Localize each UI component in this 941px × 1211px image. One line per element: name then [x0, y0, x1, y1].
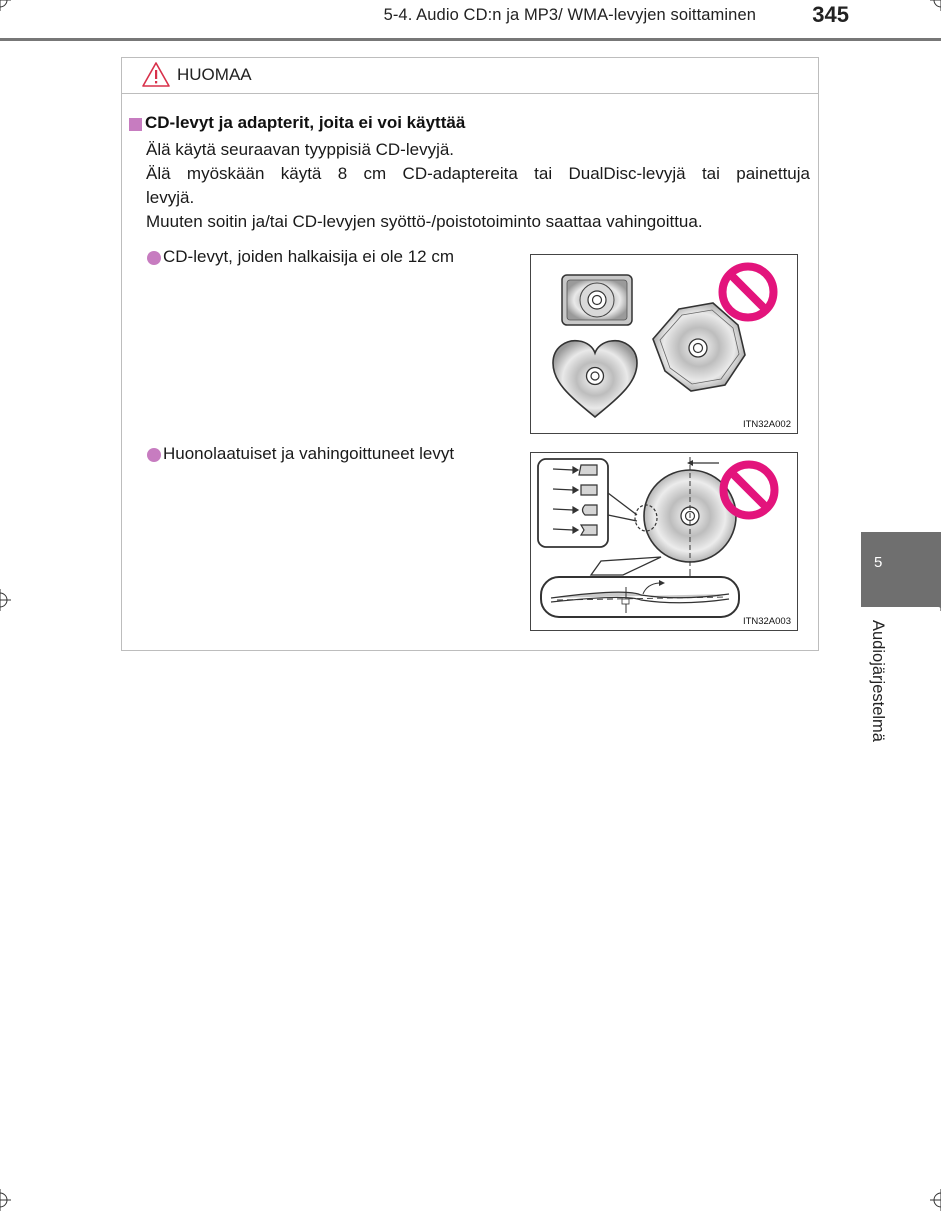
chapter-tab [861, 532, 941, 607]
prohibited-icon [724, 465, 775, 516]
edge-defect-icon [538, 459, 637, 547]
registration-mark-icon [930, 1189, 941, 1211]
section-header-title: 5-4. Audio CD:n ja MP3/ WMA-levyjen soittaminen [383, 6, 756, 24]
chapter-label: Audiojärjestelmä [869, 620, 887, 742]
registration-mark-icon [930, 0, 941, 11]
warped-disc-icon [541, 557, 739, 617]
bullet-dot-icon [147, 448, 161, 462]
notice-header [122, 58, 818, 94]
header-rule [0, 38, 941, 41]
warning-triangle-icon [141, 61, 171, 88]
figure-code: ITN32A003 [742, 616, 791, 627]
body-paragraph: Älä käytä seuraavan tyyppisiä CD-levyjä. [146, 140, 455, 159]
registration-mark-icon [0, 1189, 11, 1211]
registration-mark-icon [0, 589, 11, 611]
heart-cd-icon [553, 341, 637, 417]
page-number: 345 [812, 2, 849, 27]
body-paragraph: levyjä. [146, 188, 195, 207]
figure-code: ITN32A002 [742, 419, 791, 430]
notice-title: HUOMAA [177, 65, 252, 84]
section-marker-icon [129, 118, 142, 131]
registration-mark-icon [0, 0, 11, 11]
figure-wrong-size-discs [530, 254, 798, 434]
notice-body [146, 138, 810, 234]
section-heading: CD-levyt ja adapterit, joita ei voi käyttää [145, 113, 466, 132]
notice-box [121, 57, 819, 651]
chapter-number: 5 [874, 554, 883, 571]
body-paragraph: Muuten soitin ja/tai CD-levyjen syöttö-/poistotoiminto saattaa vahingoittua. [146, 212, 703, 231]
square-cd-icon [562, 275, 632, 325]
prohibited-icon [723, 267, 774, 318]
figure-damaged-discs [530, 452, 798, 631]
illustration-irregular-discs [531, 255, 797, 433]
bullet-dot-icon [147, 251, 161, 265]
bullet-item: CD-levyt, joiden halkaisija ei ole 12 cm [163, 247, 455, 266]
bullet-item: Huonolaatuiset ja vahingoittuneet levyt [163, 444, 455, 463]
body-paragraph: Älä myöskään käytä 8 cm CD-adaptereita tai DualDisc-levyjä tai painettuja [146, 164, 810, 183]
illustration-damaged-discs [531, 453, 797, 630]
